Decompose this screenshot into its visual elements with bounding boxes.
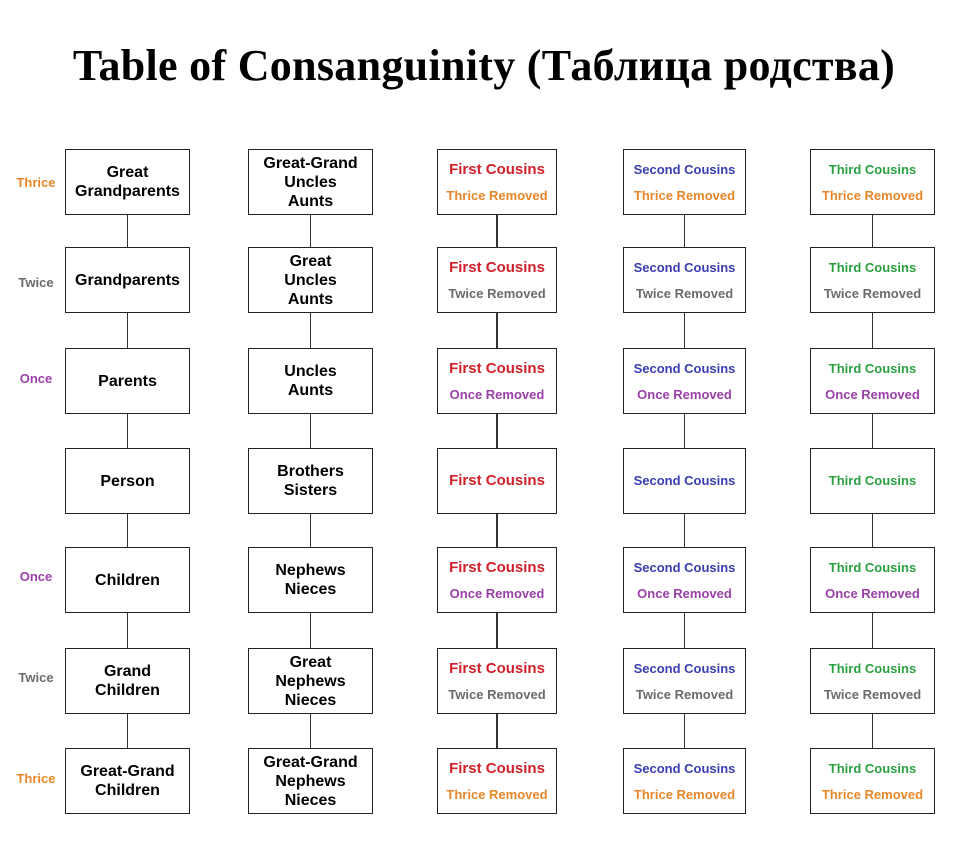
box-label: Nieces	[284, 791, 337, 809]
connector-line	[127, 414, 129, 448]
box-label: Nieces	[284, 581, 337, 598]
connector-line	[496, 714, 498, 748]
removed-label: Twice Removed	[448, 686, 546, 702]
removed-label: Thrice Removed	[633, 786, 736, 802]
box-label: Great-Grand	[263, 154, 358, 172]
box-label: Person	[100, 472, 155, 490]
box-label: Aunts	[287, 290, 334, 308]
removed-label: Once Removed	[449, 585, 545, 601]
removed-label: Once Removed	[449, 386, 545, 402]
box-label: Grand	[103, 663, 152, 680]
relative-box	[248, 547, 373, 613]
connector-line	[496, 414, 498, 448]
removed-label: Once Removed	[637, 386, 732, 402]
connector-line	[684, 313, 686, 348]
third-cousins-box	[810, 247, 935, 313]
connector-line	[872, 714, 874, 748]
connector-line	[127, 313, 129, 348]
connector-line	[310, 215, 312, 247]
second-cousins-box	[623, 448, 746, 514]
box-label: Aunts	[287, 192, 334, 210]
first-cousins-box	[437, 748, 557, 814]
cousin-label: First Cousins	[449, 258, 545, 276]
removed-label: Twice Removed	[823, 285, 922, 301]
first-cousins-box	[437, 547, 557, 613]
cousin-label: First Cousins	[449, 359, 545, 377]
relative-box	[248, 748, 373, 814]
connector-line	[684, 414, 686, 448]
cousin-label: Third Cousins	[828, 660, 917, 676]
second-cousins-box	[623, 247, 746, 313]
second-cousins-box	[623, 648, 746, 714]
connector-line	[310, 613, 312, 648]
cousin-label: Third Cousins	[828, 161, 917, 177]
box-label: Children	[95, 571, 160, 589]
row-label-once: Once	[19, 569, 53, 584]
connector-line	[872, 414, 874, 448]
box-label: Parents	[98, 372, 157, 390]
connector-line	[872, 313, 874, 348]
cousin-label: First Cousins	[449, 659, 545, 677]
cousin-label: Second Cousins	[633, 473, 736, 488]
connector-line	[310, 514, 312, 547]
cousin-label: Second Cousins	[633, 360, 736, 376]
connector-line	[872, 514, 874, 547]
third-cousins-box	[810, 348, 935, 414]
second-cousins-box	[623, 748, 746, 814]
second-cousins-box	[623, 547, 746, 613]
relative-box	[65, 547, 190, 613]
cousin-label: Third Cousins	[828, 473, 917, 488]
removed-label: Once Removed	[637, 585, 732, 601]
connector-line	[496, 613, 498, 648]
connector-line	[684, 514, 686, 547]
connector-line	[310, 414, 312, 448]
box-label: Brothers	[277, 463, 344, 480]
cousin-label: First Cousins	[449, 472, 545, 489]
relative-box	[65, 348, 190, 414]
box-label: Uncles	[284, 271, 337, 289]
removed-label: Twice Removed	[635, 285, 734, 301]
removed-label: Twice Removed	[448, 285, 546, 301]
third-cousins-box	[810, 648, 935, 714]
removed-label: Thrice Removed	[821, 187, 924, 203]
cousin-label: Second Cousins	[633, 259, 736, 275]
removed-label: Once Removed	[825, 386, 920, 402]
connector-line	[684, 215, 686, 247]
cousin-label: Third Cousins	[828, 259, 917, 275]
cousin-label: First Cousins	[449, 160, 545, 178]
cousin-label: Second Cousins	[633, 559, 736, 575]
cousin-label: Second Cousins	[633, 161, 736, 177]
connector-line	[127, 613, 129, 648]
removed-label: Thrice Removed	[821, 786, 924, 802]
cousin-label: Third Cousins	[828, 559, 917, 575]
box-label: Grandparents	[75, 183, 180, 200]
box-label: Great	[289, 252, 332, 270]
third-cousins-box	[810, 547, 935, 613]
connector-line	[496, 215, 498, 247]
removed-label: Twice Removed	[635, 686, 734, 702]
cousin-label: Third Cousins	[828, 760, 917, 776]
third-cousins-box	[810, 149, 935, 215]
relative-box	[65, 149, 190, 215]
connector-line	[684, 714, 686, 748]
page-title: Table of Consanguinity (Таблица родства)	[72, 41, 896, 90]
row-label-once: Once	[19, 371, 53, 386]
removed-label: Thrice Removed	[446, 187, 548, 203]
row-label-twice: Twice	[18, 275, 54, 290]
third-cousins-box	[810, 748, 935, 814]
first-cousins-box	[437, 247, 557, 313]
box-label: Uncles	[284, 173, 337, 191]
removed-label: Thrice Removed	[633, 187, 736, 203]
connector-line	[684, 613, 686, 648]
cousin-label: First Cousins	[449, 759, 545, 777]
row-label-twice: Twice	[18, 670, 54, 685]
cousin-label: Second Cousins	[633, 760, 736, 776]
removed-label: Thrice Removed	[446, 786, 548, 802]
box-label: Uncles	[284, 363, 337, 380]
connector-line	[872, 215, 874, 247]
cousin-label: First Cousins	[449, 558, 545, 576]
box-label: Children	[95, 682, 160, 699]
connector-line	[127, 514, 129, 547]
box-label: Nephews	[275, 772, 346, 790]
connector-line	[496, 514, 498, 547]
first-cousins-box	[437, 149, 557, 215]
third-cousins-box	[810, 448, 935, 514]
box-label: Sisters	[283, 482, 338, 499]
box-label: Children	[95, 782, 160, 799]
box-label: Aunts	[287, 382, 334, 399]
first-cousins-box	[437, 648, 557, 714]
connector-line	[872, 613, 874, 648]
cousin-label: Third Cousins	[828, 360, 917, 376]
box-label: Nieces	[284, 691, 337, 709]
connector-line	[127, 714, 129, 748]
relative-box	[248, 448, 373, 514]
second-cousins-box	[623, 149, 746, 215]
box-label: Great-Grand	[263, 753, 358, 771]
removed-label: Twice Removed	[823, 686, 922, 702]
connector-line	[310, 313, 312, 348]
relative-box	[65, 648, 190, 714]
row-label-thrice: Thrice	[16, 771, 56, 786]
box-label: Nephews	[275, 672, 346, 690]
box-label: Great	[289, 653, 332, 671]
relative-box	[248, 648, 373, 714]
relative-box	[248, 149, 373, 215]
first-cousins-box	[437, 448, 557, 514]
relative-box	[65, 748, 190, 814]
cousin-label: Second Cousins	[633, 660, 736, 676]
connector-line	[127, 215, 129, 247]
second-cousins-box	[623, 348, 746, 414]
relative-box	[248, 348, 373, 414]
row-label-thrice: Thrice	[16, 175, 56, 190]
relative-box	[248, 247, 373, 313]
removed-label: Once Removed	[825, 585, 920, 601]
box-label: Great-Grand	[80, 763, 175, 780]
box-label: Nephews	[275, 562, 346, 579]
connector-line	[496, 313, 498, 348]
box-label: Great	[106, 164, 149, 181]
relative-box	[65, 247, 190, 313]
box-label: Grandparents	[75, 271, 180, 289]
connector-line	[310, 714, 312, 748]
relative-box	[65, 448, 190, 514]
first-cousins-box	[437, 348, 557, 414]
